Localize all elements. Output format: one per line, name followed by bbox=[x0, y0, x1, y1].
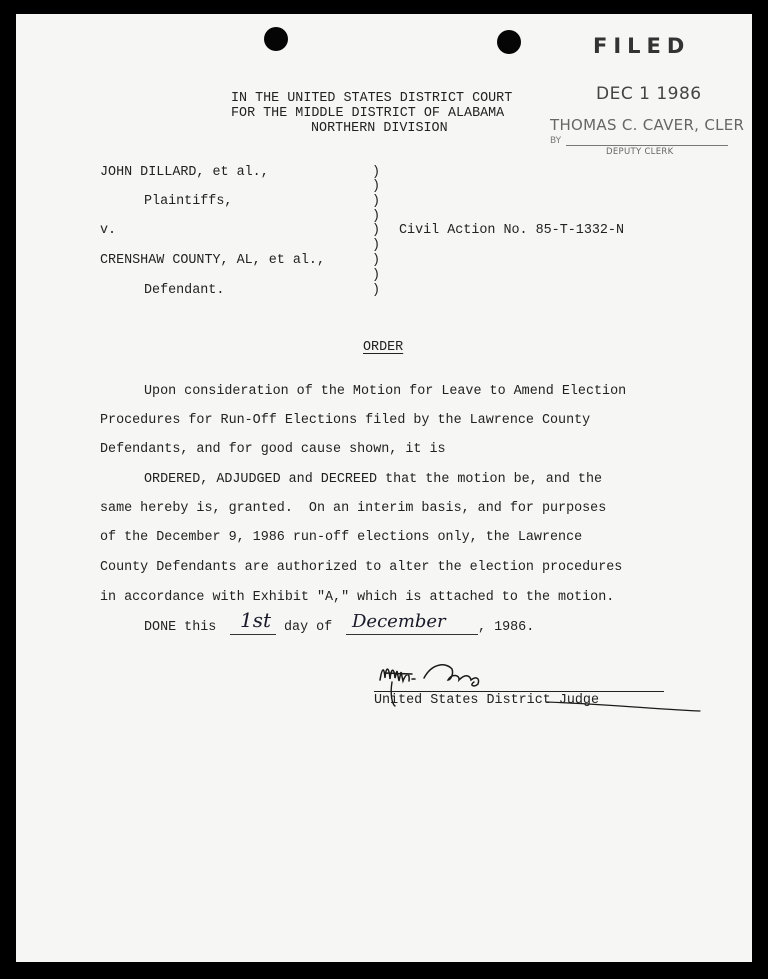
caption-defendant-label: Defendant. bbox=[144, 283, 225, 298]
body-line: County Defendants are authorized to alter the election procedures bbox=[100, 560, 623, 575]
caption-bracket: ) bbox=[372, 179, 381, 194]
caption-versus: v. bbox=[100, 223, 117, 238]
caption-bracket: ) bbox=[372, 209, 381, 224]
filed-stamp-line bbox=[566, 145, 728, 146]
caption-bracket: ) bbox=[372, 165, 381, 180]
order-title: ORDER bbox=[363, 340, 404, 355]
court-heading-line-2: FOR THE MIDDLE DISTRICT OF ALABAMA bbox=[231, 106, 505, 121]
body-line: Upon consideration of the Motion for Leave to Amend Election bbox=[144, 384, 627, 399]
signature-line bbox=[374, 691, 664, 692]
body-line: same hereby is, granted. On an interim basis, and for purposes bbox=[100, 501, 607, 516]
filed-stamp-clerk: THOMAS C. CAVER, CLER bbox=[550, 116, 745, 134]
filed-stamp-date: DEC 1 1986 bbox=[596, 84, 702, 104]
court-heading-line-3: NORTHERN DIVISION bbox=[311, 121, 448, 136]
done-prefix: DONE this bbox=[144, 620, 217, 635]
caption-bracket: ) bbox=[372, 253, 381, 268]
body-line: ORDERED, ADJUDGED and DECREED that the motion be, and the bbox=[144, 472, 603, 487]
caption-defendant: CRENSHAW COUNTY, AL, et al., bbox=[100, 253, 325, 268]
caption-bracket: ) bbox=[372, 223, 381, 238]
filed-stamp-by: BY bbox=[550, 136, 562, 146]
document-page bbox=[16, 14, 752, 962]
civil-action-number: Civil Action No. 85-T-1332-N bbox=[399, 223, 624, 238]
body-line: Defendants, and for good cause shown, it is bbox=[100, 442, 446, 457]
punch-hole-right bbox=[497, 30, 521, 54]
filed-stamp-deputy: DEPUTY CLERK bbox=[606, 147, 674, 157]
caption-bracket: ) bbox=[372, 283, 381, 298]
body-line: in accordance with Exhibit "A," which is attached to the motion. bbox=[100, 590, 615, 605]
court-heading-line-1: IN THE UNITED STATES DISTRICT COURT bbox=[231, 91, 513, 106]
filed-stamp-title: FILED bbox=[593, 34, 691, 58]
done-middle: day of bbox=[284, 620, 333, 635]
body-line: of the December 9, 1986 run-off elections only, the Lawrence bbox=[100, 530, 583, 545]
handwritten-day: 1st bbox=[240, 608, 272, 632]
signature-title: United States District Judge bbox=[374, 693, 599, 708]
punch-hole-left bbox=[264, 27, 288, 51]
caption-plaintiff: JOHN DILLARD, et al., bbox=[100, 165, 269, 180]
handwritten-month: December bbox=[352, 611, 446, 632]
month-blank-line bbox=[346, 634, 478, 635]
body-line: Procedures for Run-Off Elections filed by the Lawrence County bbox=[100, 413, 591, 428]
day-blank-line bbox=[230, 634, 276, 635]
caption-bracket: ) bbox=[372, 238, 381, 253]
done-suffix: , 1986. bbox=[478, 620, 535, 635]
caption-bracket: ) bbox=[372, 268, 381, 283]
caption-bracket: ) bbox=[372, 194, 381, 209]
caption-plaintiffs-label: Plaintiffs, bbox=[144, 194, 233, 209]
